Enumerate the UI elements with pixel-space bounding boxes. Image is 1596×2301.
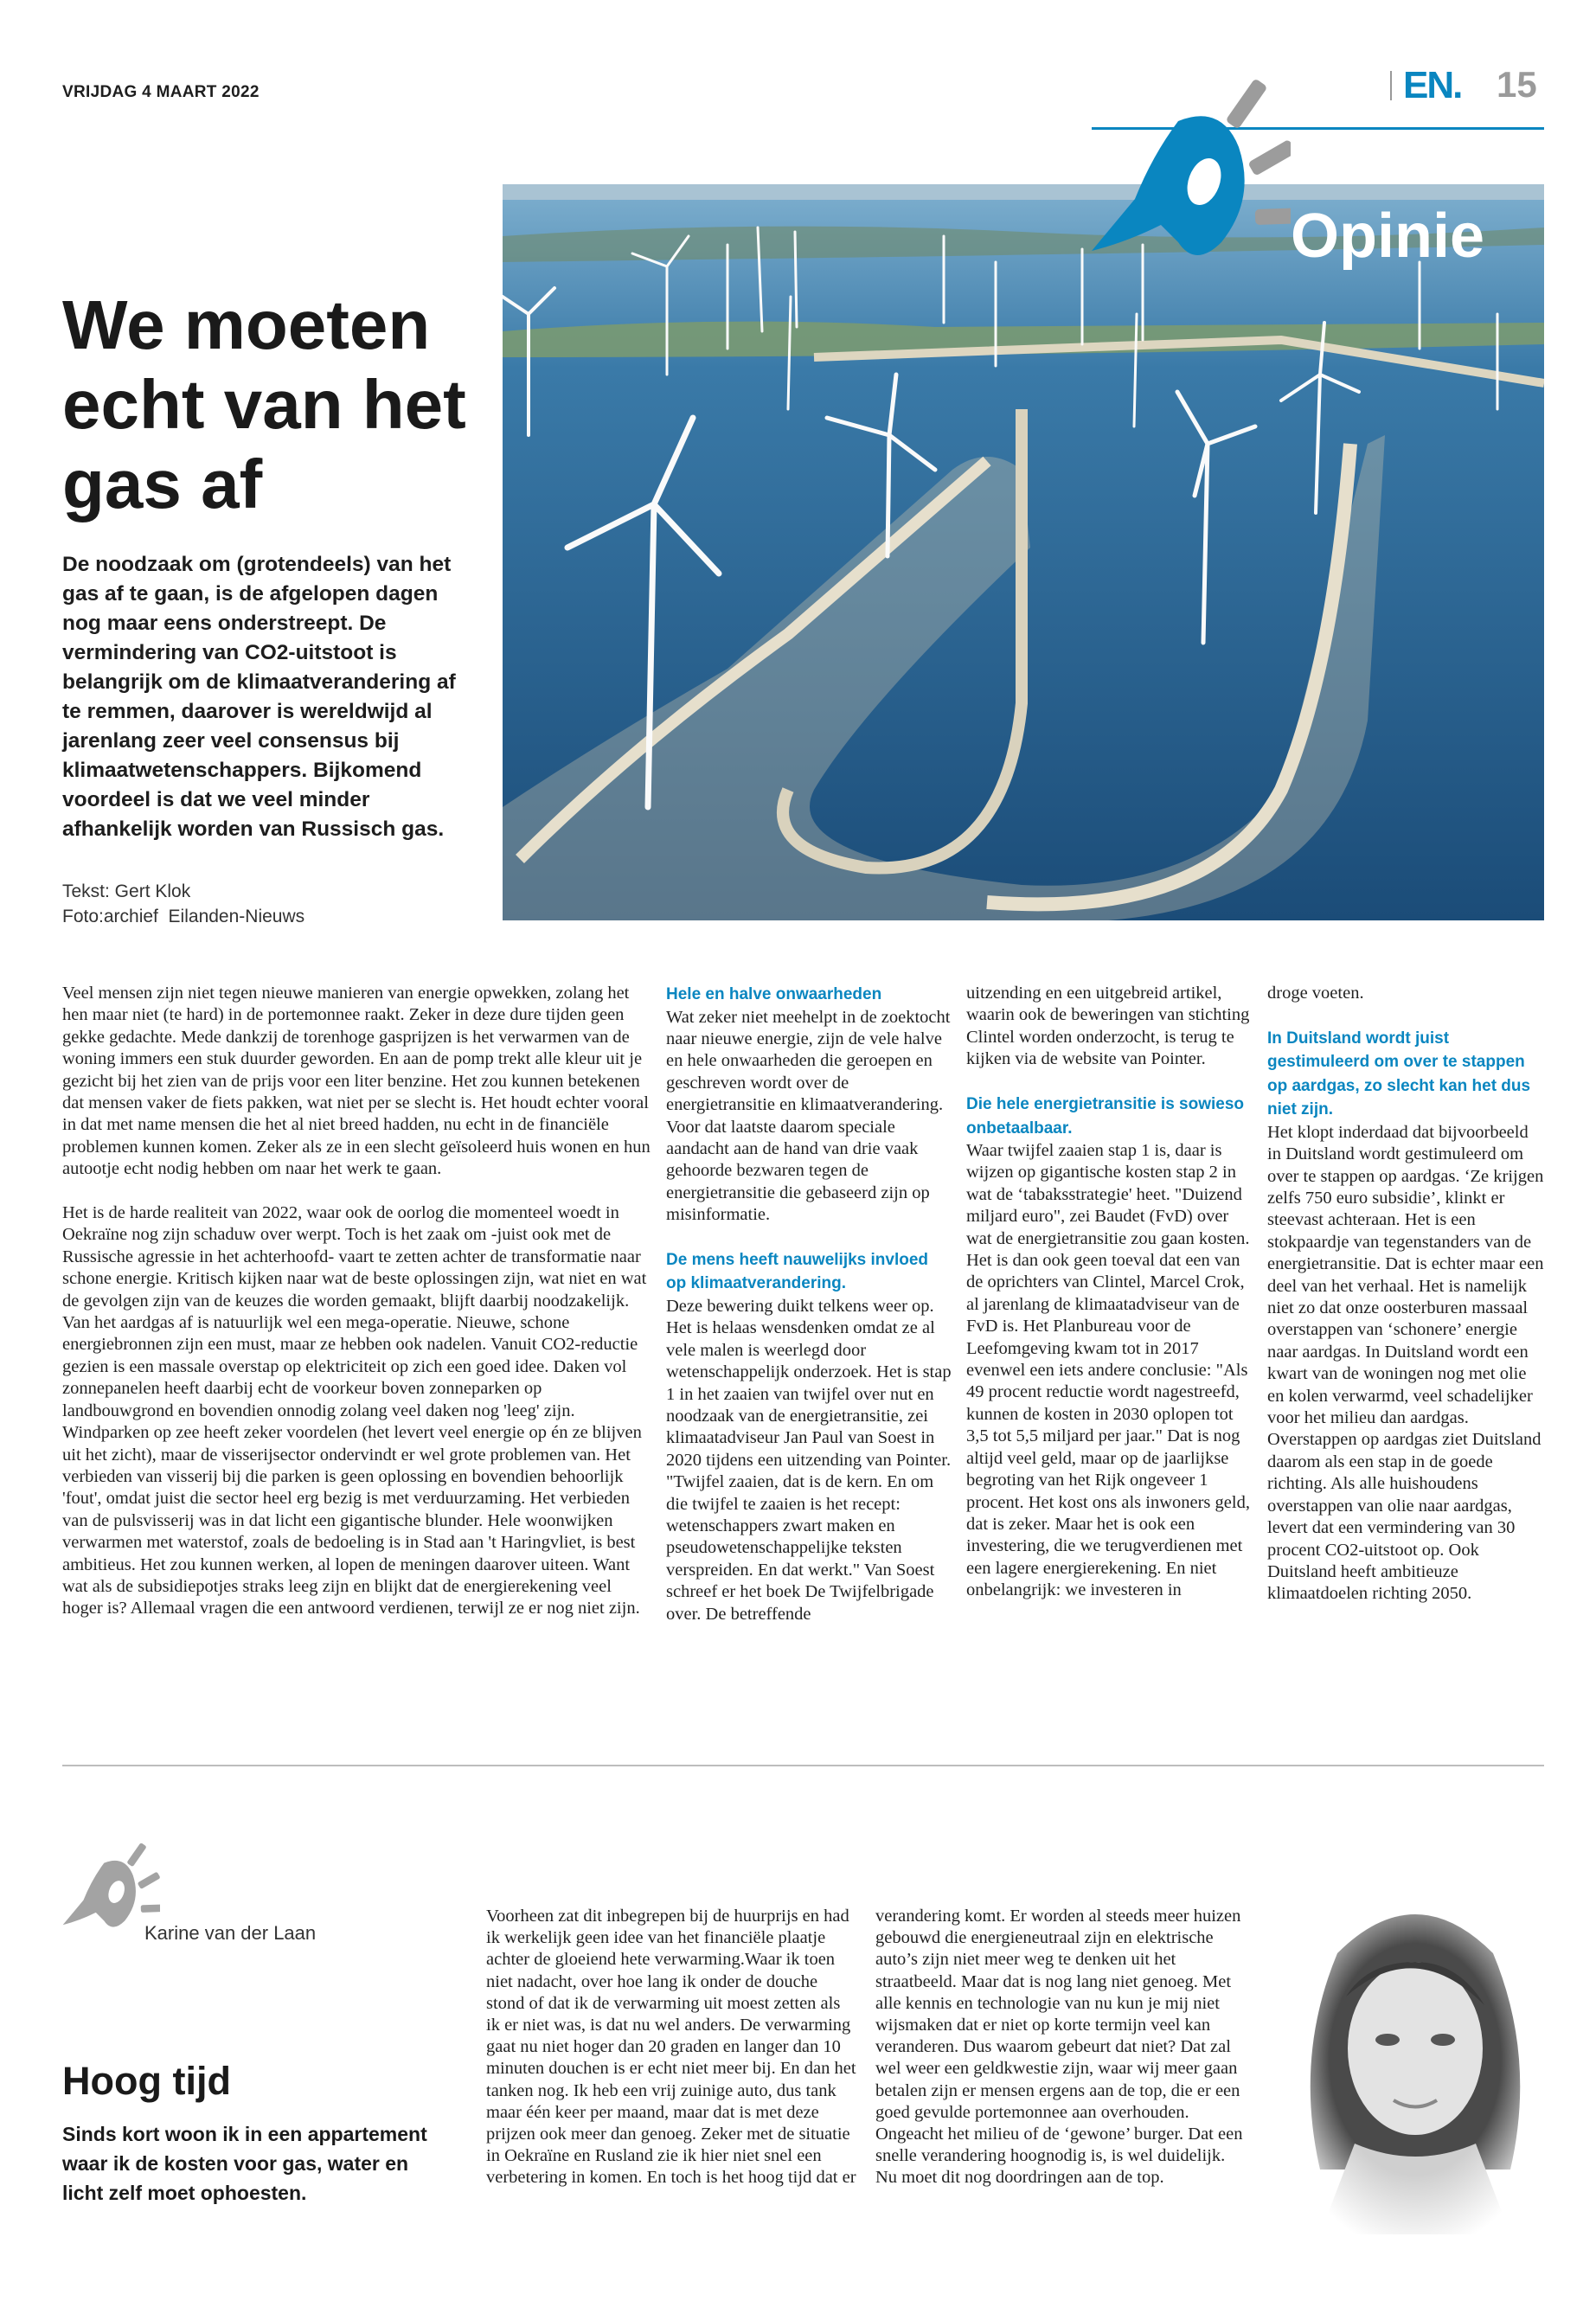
column-author: Karine van der Laan bbox=[144, 1922, 317, 1944]
page-number: 15 bbox=[1497, 64, 1537, 105]
paragraph: droge voeten. bbox=[1267, 984, 1364, 1003]
paragraph: Waar twijfel zaaien stap 1 is, daar is wijzen op gigantische kosten stap 2 in wat de ‘tabaksstrategie' heet. "Duizend miljard euro", zei Baudet (FvD) over wat de energietransitie zou gaan kosten. Het is dan ook geen toeval dat een van de oprichters van Clintel, Marcel Crok, al jarenlang de klimaatadviseur van de FvD is. Het Planbureau voor de Leefomgeving kwam tot in 2017 evenwel een iets andere conclusie: "Als 49 procent reductie wordt nagestreefd, kunnen de kosten in 2030 oplopen tot 3,5 tot 5,5 miljard per jaar." Dat is nog altijd veel geld, maar op de jaarlijkse begroting van het Rijk ongeveer 1 procent. Het kost ons als inwoners geld, dat is zeker. Maar het is ook een investering, die we terugverdienen met een lagere energierekening. En niet onbelangrijk: we investeren in bbox=[966, 1141, 1250, 1600]
body-column-3 bbox=[966, 983, 1252, 1624]
subheading: Hele en halve onwaarheden bbox=[666, 985, 882, 1003]
credit-text: Tekst: Gert Klok bbox=[62, 881, 191, 901]
header-separator bbox=[1390, 71, 1392, 100]
column-body-1: Voorheen zat dit inbegrepen bij de huurprijs en had ik werkelijk geen idee van het financiële plaatje achter de gloeiend hete verwarming.Waar ik toen niet nadacht, over hoe lang ik onder de douche stond of dat ik de verwarming uit moest zetten als ik er niet was, is dat nu wel anders. De verwarming gaat nu niet hoger dan 20 graden en langer dan 10 minuten douchen is er echt niet meer bij. En dan het tanken nog. Ik heb een vrij zuinige auto, dus tank maar één keer per maand, maar dat is met deze prijzen ook meer dan genoeg. Zeker met de situatie in Oekraïne en Rusland zie ik hier niet snel een verbetering in komen. En toch is het hoog tijd dat er bbox=[486, 1907, 856, 2188]
column-body-2: verandering komt. Er worden al steeds meer huizen gebouwd die energieneutraal zijn en elektrische auto’s zijn niet meer weg te denken uit het straatbeeld. Maar dat is nog lang niet genoeg. Met alle kennis en technologie van nu kun je mij niet wijsmaken dat er niet op korte termijn veel kan veranderen. Dus waarom gebeurt dat niet? Dat zal wel weer een geldkwestie zijn, waar wij meer gaan betalen zijn er mensen ergens aan de top, die er een goed gevulde portemonnee aan overhouden. Ongeacht het milieu of de ‘gewone’ burger. Dat een snelle verandering hoognodig is, is wel duidelijk. Nu moet dit nog doordringen aan de top. bbox=[875, 1907, 1243, 2188]
column-title: Hoog tijd bbox=[62, 2059, 231, 2103]
megaphone-icon bbox=[61, 1838, 160, 1929]
megaphone-logo-icon bbox=[1092, 69, 1291, 260]
paragraph: Het is de harde realiteit van 2022, waar ook de oorlog die momenteel woedt in Oekraïne nog zijn schaduw over werpt. Toch is het zaak om -juist ook met de Russische agressie in het achterhoofd- vaart te zetten achter de transformatie naar schone energie. Kritisch kijken naar wat de beste oplossingen zijn, wat niet en wat de gevolgen zijn van de keuzes die worden gemaakt, blijft daarbij noodzakelijk. Van het aardgas af is natuurlijk wel een mega-operatie. Nieuwe, schone energiebronnen zijn een must, maar ze hebben ook nadelen. Vanuit CO2-reductie gezien is een massale overstap op elektriciteit op zich een goed idee. Daken vol zonnepanelen heeft daarbij echt de voorkeur boven zonneparken op landbouwgrond en bovendien onnodig zolang veel daken nog 'leeg' zijn. Windparken op zee heeft zeker voordelen (het levert veel energie op én ze blijven uit het zicht), maar de visserijsector ondervindt er wel grote problemen van. Het verbieden van visserij bij die parken is geen oplossing en bovendien behoorlijk 'fout', omdat juist die sector heel erg bezig is met verduurzaming. Het verbieden van de pulsvisserij was in dat licht een gigantische blunder. Hele woonwijken verwarmen met waterstof, zoals de bedoeling is in Stad aan 't Haringvliet, is best ambitieus. Het zou kunnen werken, al lopen de meningen daarover uiteen. Want wat als de subsidiepotjes straks leeg zijn en blijkt dat de energierekening veel hoger is? Allemaal vragen die een antwoord verdienen, terwijl ze er nog niet zijn. bbox=[62, 1203, 647, 1618]
article-credits bbox=[62, 879, 304, 929]
paragraph: Veel mensen zijn niet tegen nieuwe manieren van energie opwekken, zolang het hen maar niet (te hard) in de portemonnee raakt. Zeker in deze dure tijden geen gekke gedachte. Mede dankzij de torenhoge gasprijzen is het verwarmen van de woning immers een stuk duurder geworden. En aan de pomp trekt alle kleur uit je gezicht bij het zien van de prijs voor een liter benzine. Het zou kunnen betekenen dat mensen vaker de fiets pakken, wat niet per se slecht is. Het houdt echter vooral in dat met name mensen die het al niet breed hadden, nu echt in de financiële problemen kunnen komen. Zeker als ze in een slecht geïsoleerd huis wonen en hun autootje echt nodig hebben om naar het werk te gaan. bbox=[62, 984, 651, 1179]
article-lead: De noodzaak om (grotendeels) van het gas af te gaan, is de afgelopen dagen nog maar eens onderstreept. De vermindering van CO2-uitstoot is belangrijk om de klimaatverandering af te remmen, daarover is wereldwijd al jarenlang zeer veel consensus bij klimaatwetenschappers. Bijkomend voordeel is dat we veel minder afhankelijk worden van Russisch gas. bbox=[62, 553, 456, 841]
paragraph: Deze bewering duikt telkens weer op. Het is helaas wensdenken omdat ze al vele malen is weerlegd door wetenschappelijk onderzoek. Het is stap 1 in het zaaien van twijfel over nut en noodzaak van de energietransitie, zei klimaatadviseur Jan Paul van Soest in 2020 tijdens een uitzending van Pointer. "Twijfel zaaien, dat is de kern. En om die twijfel te zaaien is het recept: wetenschappers zwart maken en pseudowetenschappelijke teksten verspreiden. En dat werkt." Van Soest schreef er het boek De Twijfelbrigade over. De betreffende bbox=[666, 1296, 952, 1624]
newspaper-logo: EN. bbox=[1403, 64, 1462, 106]
subheading: De mens heeft nauwelijks invloed op klimaatverandering. bbox=[666, 1250, 929, 1293]
credit-photo: Foto:archief Eilanden-Nieuws bbox=[62, 907, 305, 926]
wind-farm-photo bbox=[503, 184, 1544, 920]
wind-turbines-aerial-image bbox=[503, 184, 1544, 920]
body-column-4 bbox=[1267, 983, 1544, 1627]
section-label: Opinie bbox=[1291, 202, 1485, 271]
author-portrait bbox=[1285, 1884, 1545, 2234]
column-lead: Sinds kort woon ik in een appartement waar ik de kosten voor gas, water en licht zelf moet ophoesten. bbox=[62, 2123, 427, 2204]
subheading: Die hele energietransitie is sowieso onbetaalbaar. bbox=[966, 1095, 1245, 1138]
article-headline: We moeten echt van het gas af bbox=[62, 286, 466, 522]
paragraph: uitzending en een uitgebreid artikel, waarin ook de beweringen van stichting Clintel worden onderzocht, is terug te kijken via de website van Pointer. bbox=[966, 984, 1250, 1069]
subheading: In Duitsland wordt juist gestimuleerd om over te stappen op aardgas, zo slecht kan het dus niet zijn. bbox=[1267, 1029, 1531, 1119]
paragraph: Het klopt inderdaad dat bijvoorbeeld in Duitsland wordt gestimuleerd om over te stappen op aardgas. ‘Ze krijgen zelfs 750 euro subsidie’, klinkt er steevast achteraan. Het is een stokpaardje van tegenstanders van de energietransitie. Dat is echter maar een deel van het verhaal. Het is namelijk niet zo dat onze oosterburen massaal overstappen van ‘schonere’ energie naar aardgas. In Duitsland wordt een kwart van de woningen nog met olie en kolen verwarmd, veel schadelijker voor het milieu dan aardgas. Overstappen op aardgas ziet Duitsland daarom als een stap in de goede richting. Als alle huishoudens overstappen van olie naar aardgas, levert dat een vermindering van 30 procent CO2-uitstoot op. Ook Duitsland heeft ambitieuze klimaatdoelen richting 2050. bbox=[1267, 1122, 1544, 1604]
section-divider bbox=[62, 1765, 1544, 1766]
paragraph: Wat zeker niet meehelpt in de zoektocht naar nieuwe energie, zijn de vele halve en hele onwaarheden die geroepen en geschreven wordt over de energietransitie en klimaatverandering. Voor dat laatste daarom speciale aandacht aan de hand van drie vaak gehoorde bezwaren tegen de energietransitie die gebaseerd zijn op misinformatie. bbox=[666, 1007, 951, 1225]
body-column-2 bbox=[666, 983, 952, 1647]
body-column-1 bbox=[62, 983, 651, 1642]
issue-date: VRIJDAG 4 MAART 2022 bbox=[62, 83, 260, 101]
